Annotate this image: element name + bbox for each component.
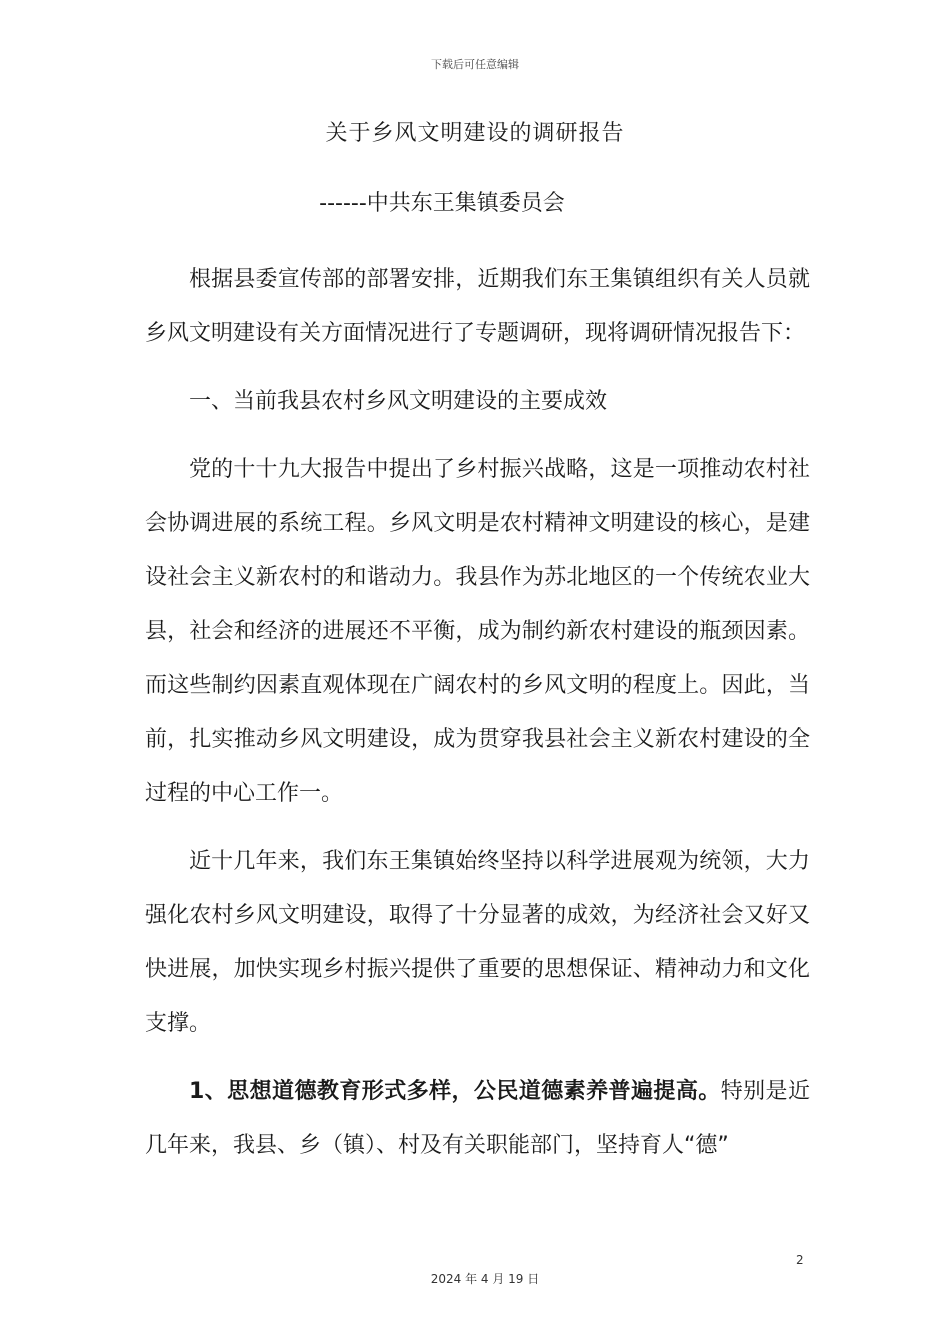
paragraph-moral-education: [145, 1065, 810, 1173]
document-title: 关于乡风文明建设的调研报告: [325, 121, 625, 146]
paragraph-achievements: 近十几年来，我们东王集镇始终坚持以科学进展观为统领，大力强化农村乡风文明建设，取得了十分显著的成效，为经济社会又好又快进展，加快实现乡村振兴提供了重要的思想保证、精神动力和文化支撑。: [145, 849, 810, 1036]
page-number: 2: [796, 1253, 804, 1267]
paragraph-strategy: 党的十十九大报告中提出了乡村振兴战略，这是一项推动农村社会协调进展的系统工程。乡风文明是农村精神文明建设的核心，是建设社会主义新农村的和谐动力。我县作为苏北地区的一个传统农业大县，社会和经济的进展还不平衡，成为制约新农村建设的瓶颈因素。而这些制约因素直观体现在广阔农村的乡风文明的程度上。因此，当前，扎实推动乡风文明建设，成为贯穿我县社会主义新农村建设的全过程的中心工作一。: [145, 457, 810, 806]
paragraph-continuation: 特别是近几年来，我县、乡（镇）、村及有关职能部门，坚持育人“德”: [145, 1079, 810, 1158]
paragraph-bold-lead: 1、思想道德教育形式多样，公民道德素养普遍提高。: [189, 1079, 721, 1104]
document-subtitle: ------中共东王集镇委员会: [319, 191, 565, 216]
page-header-note: 下载后可任意编辑: [431, 58, 519, 71]
paragraph-intro: 根据县委宣传部的部署安排，近期我们东王集镇组织有关人员就乡风文明建设有关方面情况进行了专题调研，现将调研情况报告下：: [145, 267, 810, 346]
footer-date: 2024 年 4 月 19 日: [430, 1272, 540, 1286]
document-body: [145, 253, 810, 1187]
section-heading-1: 一、当前我县农村乡风文明建设的主要成效: [189, 389, 608, 414]
